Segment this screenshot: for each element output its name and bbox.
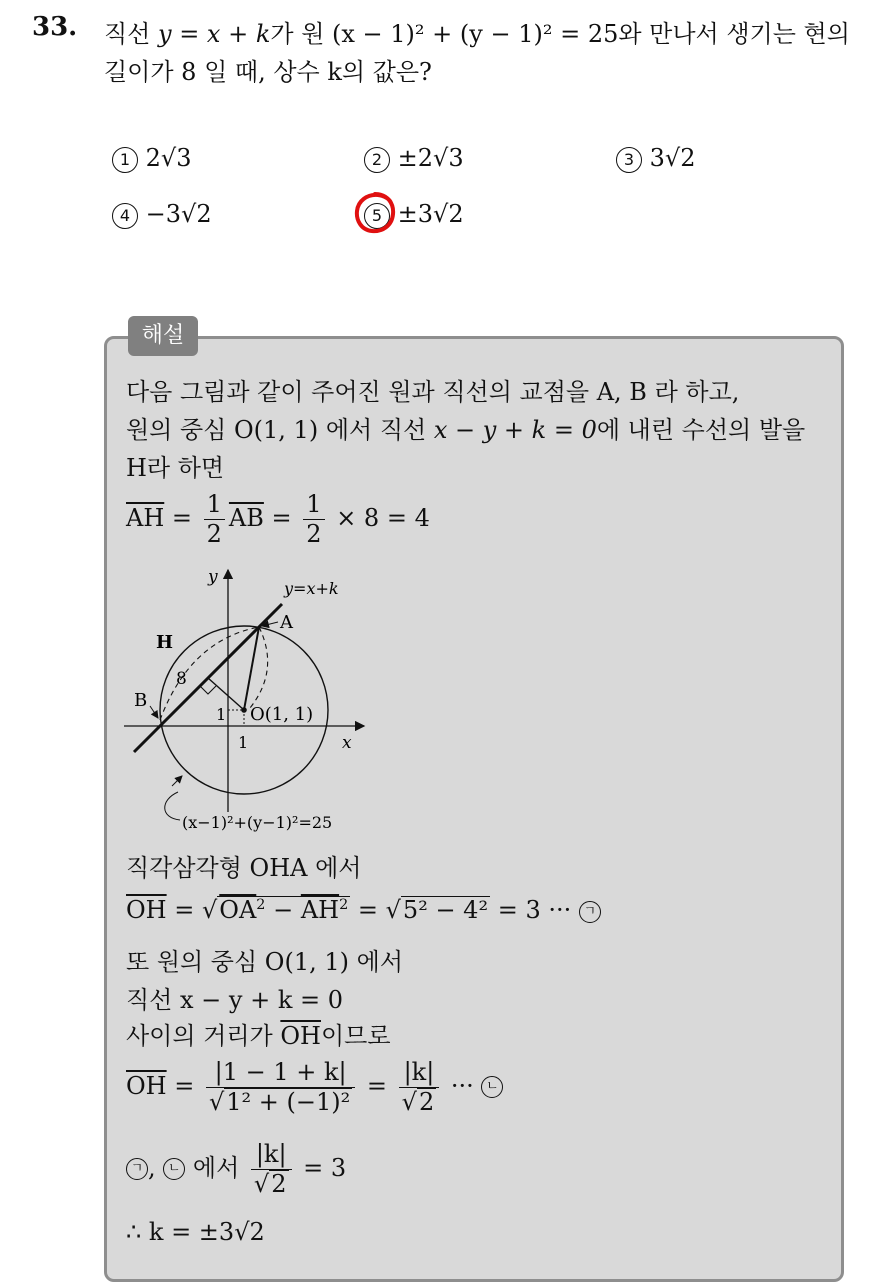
option-3[interactable] (616, 144, 695, 173)
option-5-value: ±3√2 (397, 200, 464, 228)
x-axis-label: x (342, 733, 352, 753)
solution-line-2: 원의 중심 O(1, 1) 에서 직선 x − y + k = 0에 내린 수선의 발을 (126, 416, 806, 444)
option-4-value: −3√2 (145, 200, 212, 228)
equation-k: ㄱ , ㄴ 에서 $\frac{|k|}{√2}$ = 3 (126, 1140, 346, 1199)
question-line-1: 직선 y = x + k가 원 (x − 1)² + (y − 1)² = 25와 만나서 생기는 현의 (104, 20, 850, 48)
solution-line-3: H라 하면 (126, 454, 225, 482)
point-h-label: H (156, 632, 174, 653)
point-a-label: A (280, 612, 293, 633)
y-one-label: 1 (216, 705, 227, 724)
solution-tag: 해설 (128, 316, 198, 356)
option-2-mark: 2 (364, 147, 390, 173)
equation-oh-1: $\overline{OH} = √OA^2 - \overline{AH}^2 = √5^2 - 4^2 = 3$ ··· ㄱ (126, 896, 601, 924)
answer-circle-mark (350, 188, 400, 238)
circle-line-figure (120, 560, 380, 840)
question-line-2: 길이가 8 일 때, 상수 k의 값은? (104, 58, 432, 86)
solution-line-1: 다음 그림과 같이 주어진 원과 직선의 교점을 A, B 라 하고, (126, 378, 740, 406)
option-4[interactable] (112, 200, 212, 229)
option-2-value: ±2√3 (397, 144, 464, 172)
circle-equation-label: (x−1)²+(y−1)²=25 (182, 813, 333, 832)
x-one-label: 1 (238, 733, 249, 752)
length-label: 8 (176, 669, 187, 689)
equation-ah: $\overline{AH}$ = $\frac{1}{2}$ $\overline{AB}$ = $\frac{1}{2}$ × 8 = 4 (126, 490, 430, 548)
option-1[interactable] (112, 144, 191, 173)
final-answer: ∴ k = ±3√2 (126, 1218, 265, 1246)
option-3-mark: 3 (616, 147, 642, 173)
solution-line-6: 직선 x − y + k = 0 (126, 986, 344, 1014)
equation-oh-2: $\overline{OH}$ = $\frac{|1 - 1 + k|}{\text{√1² + (−1)²}}$ = $\frac{|k|}{√2}$ ··· ㄴ (126, 1058, 503, 1117)
y-axis-label: y (208, 567, 218, 587)
option-2[interactable] (364, 144, 464, 173)
option-1-value: 2√3 (145, 144, 192, 172)
solution-line-7: 사이의 거리가 $\overline{OH}$이므로 (126, 1022, 391, 1050)
option-4-mark: 4 (112, 203, 138, 229)
line-label: y=x+k (284, 579, 339, 598)
option-5-mark: 5 (364, 203, 390, 229)
point-b-label: B (134, 690, 148, 711)
option-1-mark: 1 (112, 147, 138, 173)
center-label: O(1, 1) (250, 704, 314, 725)
question-number: 33. (32, 12, 78, 42)
solution-line-5: 또 원의 중심 O(1, 1) 에서 (126, 948, 404, 976)
solution-line-4: 직각삼각형 OHA 에서 (126, 854, 362, 882)
option-3-value: 3√2 (649, 144, 696, 172)
